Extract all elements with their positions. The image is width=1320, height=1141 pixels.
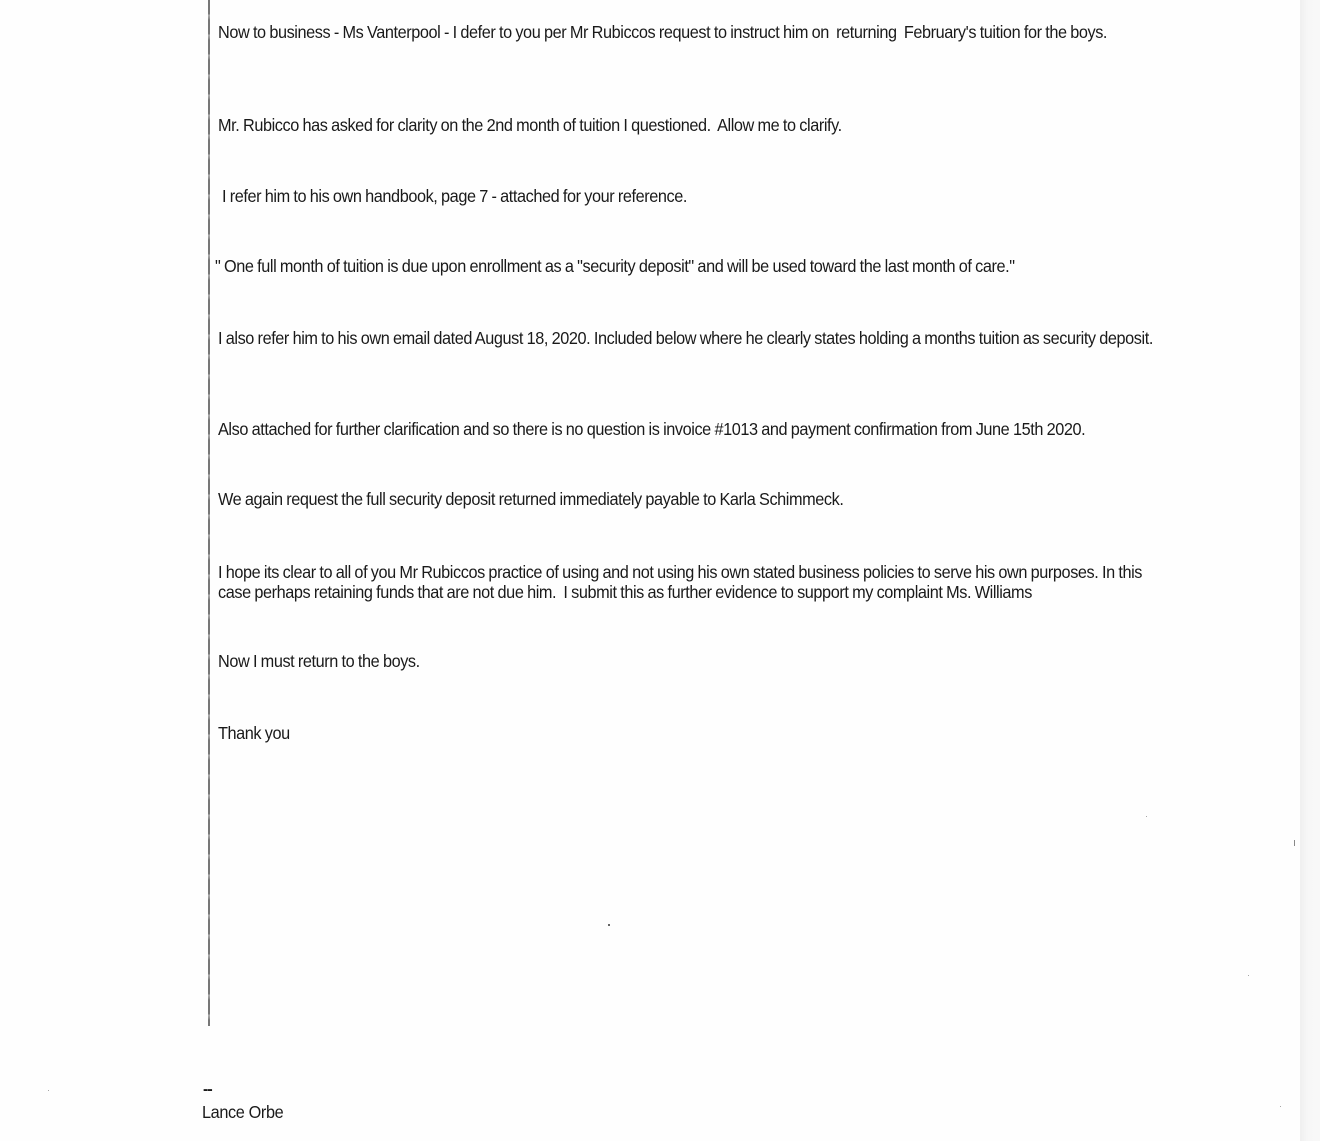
scan-speck [1280,1106,1281,1107]
scan-speck [1248,975,1249,976]
paragraph-email-reference: I also refer him to his own email dated August 18, 2020. Included below where he clearly states holding a months tuition as security deposit. [218,328,1153,348]
paragraph-invoice-reference: Also attached for further clarification and so there is no question is invoice #1013 and payment confirmation from June 15th 2020. [218,419,1086,439]
scan-speck [1146,816,1147,817]
paragraph-deposit-request: We again request the full security deposit returned immediately payable to Karla Schimmeck. [218,489,844,509]
page-edge-gutter [1300,0,1320,1141]
paragraph-handbook-quote: " One full month of tuition is due upon enrollment as a "security deposit" and will be used toward the last month of care." [215,256,1015,276]
paragraph-complaint: I hope its clear to all of you Mr Rubiccos practice of using and not using his own stated business policies to serve his own purposes. In this case perhaps retaining funds that are not due him. I submit this as further evidence to support my complaint Ms. Williams [218,562,1146,602]
paragraph-handbook-reference: I refer him to his own handbook, page 7 - attached for your reference. [222,186,687,206]
scan-speck [1294,840,1295,846]
paragraph-business-intro: Now to business - Ms Vanterpool - I defer to you per Mr Rubiccos request to instruct him on returning February's tuition for the boys. [218,22,1108,42]
paragraph-closing: Now I must return to the boys. [218,651,420,671]
paragraph-thank-you: Thank you [218,723,290,743]
paragraph-clarity-request: Mr. Rubicco has asked for clarity on the 2nd month of tuition I questioned. Allow me to clarify. [218,115,842,135]
signature-name: Lance Orbe [202,1102,284,1122]
scan-speck [48,1090,49,1091]
quoted-text-bar [208,0,210,1026]
scan-speck [608,924,610,926]
signature-separator: -- [203,1081,212,1098]
